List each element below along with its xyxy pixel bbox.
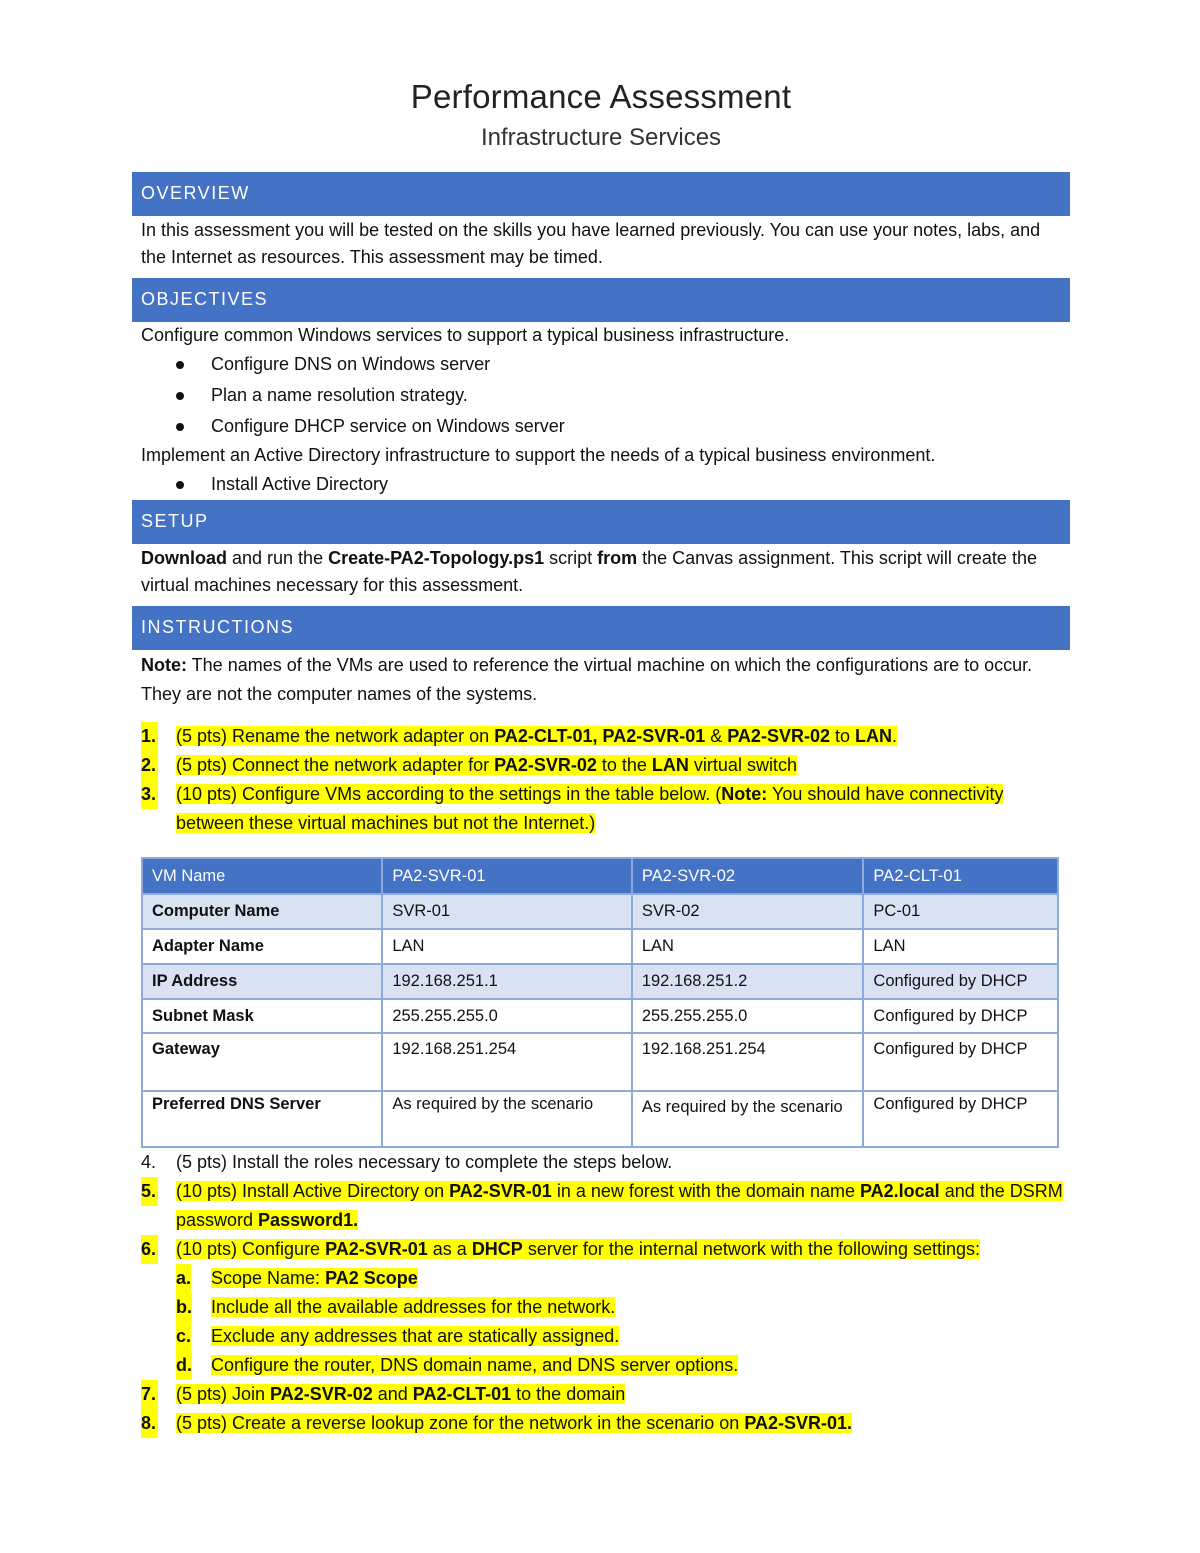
step-bold: PA2-SVR-02: [270, 1384, 373, 1404]
list-item: Install Active Directory: [132, 469, 1070, 500]
step-6: [132, 1235, 1070, 1264]
setup-text: [132, 545, 1070, 599]
overview-text: In this assessment you will be tested on the skills you have learned previously. You can use your notes, labs, and the Internet as resources. This assessment may be timed.: [141, 220, 1041, 267]
table-cell: 192.168.251.2: [632, 964, 864, 999]
sub-text: Configure the router, DNS domain name, and DNS server options.: [211, 1355, 739, 1375]
step-text: (5 pts) Connect the network adapter for: [176, 755, 495, 775]
table-cell: 255.255.255.0: [632, 999, 864, 1033]
step-7: [132, 1380, 1070, 1409]
step-3: [132, 780, 1070, 838]
objectives-intro-2: Implement an Active Directory infrastructure to support the needs of a typical business environment.: [141, 445, 936, 465]
table-row: [142, 1091, 1058, 1147]
table-cell: 192.168.251.1: [382, 964, 632, 999]
table-cell: 255.255.255.0: [382, 999, 632, 1033]
step-bold: PA2-SVR-02: [727, 726, 830, 746]
setup-word: from: [597, 548, 638, 568]
step-text: and: [372, 1384, 413, 1404]
sub-letter: b.: [176, 1293, 192, 1322]
step-4: [132, 1148, 1070, 1177]
objectives-bullets-2: [132, 469, 1070, 500]
step-text: You should have connectivity between these virtual machines but not the Internet.): [176, 784, 1004, 833]
objectives-header: OBJECTIVES: [132, 278, 1070, 322]
note-text: The names of the VMs are used to reference the virtual machine on which the configurations are to occur. They are not the computer names of the systems.: [141, 655, 1033, 704]
table-cell: As required by the scenario: [632, 1091, 864, 1147]
step-bold: PA2-CLT-01: [412, 1384, 512, 1404]
table-cell: LAN: [382, 929, 632, 964]
table-cell: As required by the scenario: [382, 1091, 632, 1147]
step-text: in a new forest with the domain name: [551, 1181, 860, 1201]
step-text: &: [705, 726, 728, 746]
step-8: [132, 1409, 1070, 1438]
table-cell: Configured by DHCP: [863, 964, 1058, 999]
step-number: 5.: [141, 1177, 158, 1206]
vm-settings-table: [141, 857, 1059, 1148]
table-cell: PC-01: [863, 894, 1058, 929]
step-bold: PA2-SVR-02: [494, 755, 597, 775]
steps-list-1: [132, 722, 1070, 838]
table-cell: Configured by DHCP: [863, 1091, 1058, 1147]
objectives-section: [132, 278, 1070, 500]
sub-item-b: [132, 1293, 1070, 1322]
table-cell: Preferred DNS Server: [142, 1091, 382, 1147]
list-item: Plan a name resolution strategy.: [132, 380, 1070, 411]
table-header-cell: PA2-CLT-01: [863, 858, 1058, 894]
step-number: 7.: [141, 1380, 158, 1409]
step-number: 6.: [141, 1235, 158, 1264]
setup-script-name: Create-PA2-Topology.ps1: [328, 548, 545, 568]
setup-word: script: [544, 548, 598, 568]
step-text: (5 pts) Install the roles necessary to complete the steps below.: [176, 1152, 673, 1172]
step-bold: PA2-CLT-01, PA2-SVR-01: [494, 726, 706, 746]
sub-text: Include all the available addresses for the network.: [211, 1297, 616, 1317]
step-number: 2.: [141, 751, 158, 780]
step-2: [132, 751, 1070, 780]
overview-header: OVERVIEW: [132, 172, 1070, 216]
step-text: .: [891, 726, 897, 746]
table-row: [142, 929, 1058, 964]
list-item: Configure DHCP service on Windows server: [132, 411, 1070, 442]
step-text: (10 pts) Install Active Directory on: [176, 1181, 450, 1201]
document-page: [132, 0, 1070, 1438]
setup-word: and run the: [227, 548, 329, 568]
step-bold: PA2-SVR-01.: [744, 1413, 853, 1433]
instructions-section: [132, 606, 1070, 1438]
list-item: Configure DNS on Windows server: [132, 349, 1070, 380]
step-bold: Note:: [721, 784, 768, 804]
sub-item-c: [132, 1322, 1070, 1351]
steps-list-3: [132, 1380, 1070, 1438]
table-cell: Configured by DHCP: [863, 999, 1058, 1033]
table-cell: SVR-02: [632, 894, 864, 929]
step-text: (5 pts) Join: [176, 1384, 271, 1404]
table-cell: Subnet Mask: [142, 999, 382, 1033]
step-text: as a: [427, 1239, 472, 1259]
step-number: 4.: [141, 1152, 157, 1172]
objectives-bullets-1: [132, 349, 1070, 442]
step-number: 1.: [141, 722, 158, 751]
overview-section: [132, 172, 1070, 271]
table-cell: Configured by DHCP: [863, 1033, 1058, 1091]
table-header-cell: PA2-SVR-02: [632, 858, 864, 894]
table-cell: LAN: [632, 929, 864, 964]
table-cell: Adapter Name: [142, 929, 382, 964]
steps-list-2: [132, 1148, 1070, 1264]
table-cell: 192.168.251.254: [382, 1033, 632, 1091]
table-cell: LAN: [863, 929, 1058, 964]
step-1: [132, 722, 1070, 751]
sub-bold: PA2 Scope: [325, 1268, 418, 1288]
step-number: 3.: [141, 780, 158, 809]
step-bold: PA2.local: [859, 1181, 940, 1201]
table-header-row: [142, 858, 1058, 894]
step-text: virtual switch: [688, 755, 797, 775]
setup-header: SETUP: [132, 500, 1070, 544]
setup-section: [132, 500, 1070, 599]
step-bold: PA2-SVR-01: [325, 1239, 428, 1259]
setup-word: the Canvas assignment. This script will create the virtual machines necessary for this assessment.: [141, 548, 1037, 595]
table-cell: Computer Name: [142, 894, 382, 929]
sub-text: Scope Name:: [211, 1268, 326, 1288]
setup-word: Download: [141, 548, 227, 568]
table-header-cell: PA2-SVR-01: [382, 858, 632, 894]
step-text: (10 pts) Configure VMs according to the settings in the table below. (: [176, 784, 722, 804]
step-text: (5 pts) Create a reverse lookup zone for the network in the scenario on: [176, 1413, 745, 1433]
step-bold: DHCP: [471, 1239, 523, 1259]
objectives-intro-1: Configure common Windows services to support a typical business infrastructure.: [141, 325, 790, 345]
instructions-note: [132, 651, 1070, 709]
table-row: [142, 894, 1058, 929]
doc-subtitle: Infrastructure Services: [480, 124, 722, 151]
step-text: (5 pts) Rename the network adapter on: [176, 726, 495, 746]
sub-text: Exclude any addresses that are statically assigned.: [211, 1326, 620, 1346]
sub-item-a: [132, 1264, 1070, 1293]
sub-item-d: [132, 1351, 1070, 1380]
step-5: [132, 1177, 1070, 1235]
step-text: to the domain: [511, 1384, 626, 1404]
table-cell: 192.168.251.254: [632, 1033, 864, 1091]
table-row: [142, 999, 1058, 1033]
step-text: server for the internal network with the following settings:: [522, 1239, 981, 1259]
doc-title: Performance Assessment: [410, 78, 792, 115]
sub-letter: c.: [176, 1322, 191, 1351]
step-number: 8.: [141, 1409, 158, 1438]
step-bold: PA2-SVR-01: [449, 1181, 552, 1201]
step-bold: Password1.: [258, 1210, 359, 1230]
step-text: (10 pts) Configure: [176, 1239, 326, 1259]
step-text: and the DSRM password: [176, 1181, 1063, 1230]
note-label: Note:: [141, 655, 187, 675]
sub-letter: a.: [176, 1264, 191, 1293]
step-6-sublist: [132, 1264, 1070, 1380]
step-bold: LAN: [854, 726, 892, 746]
step-bold: LAN: [651, 755, 689, 775]
instructions-header: INSTRUCTIONS: [132, 606, 1070, 650]
table-row: [142, 964, 1058, 999]
step-text: to the: [596, 755, 652, 775]
step-text: to: [829, 726, 855, 746]
table-cell: SVR-01: [382, 894, 632, 929]
table-header-cell: VM Name: [142, 858, 382, 894]
table-row: [142, 1033, 1058, 1091]
table-cell: Gateway: [142, 1033, 382, 1091]
sub-letter: d.: [176, 1351, 192, 1380]
table-cell: IP Address: [142, 964, 382, 999]
